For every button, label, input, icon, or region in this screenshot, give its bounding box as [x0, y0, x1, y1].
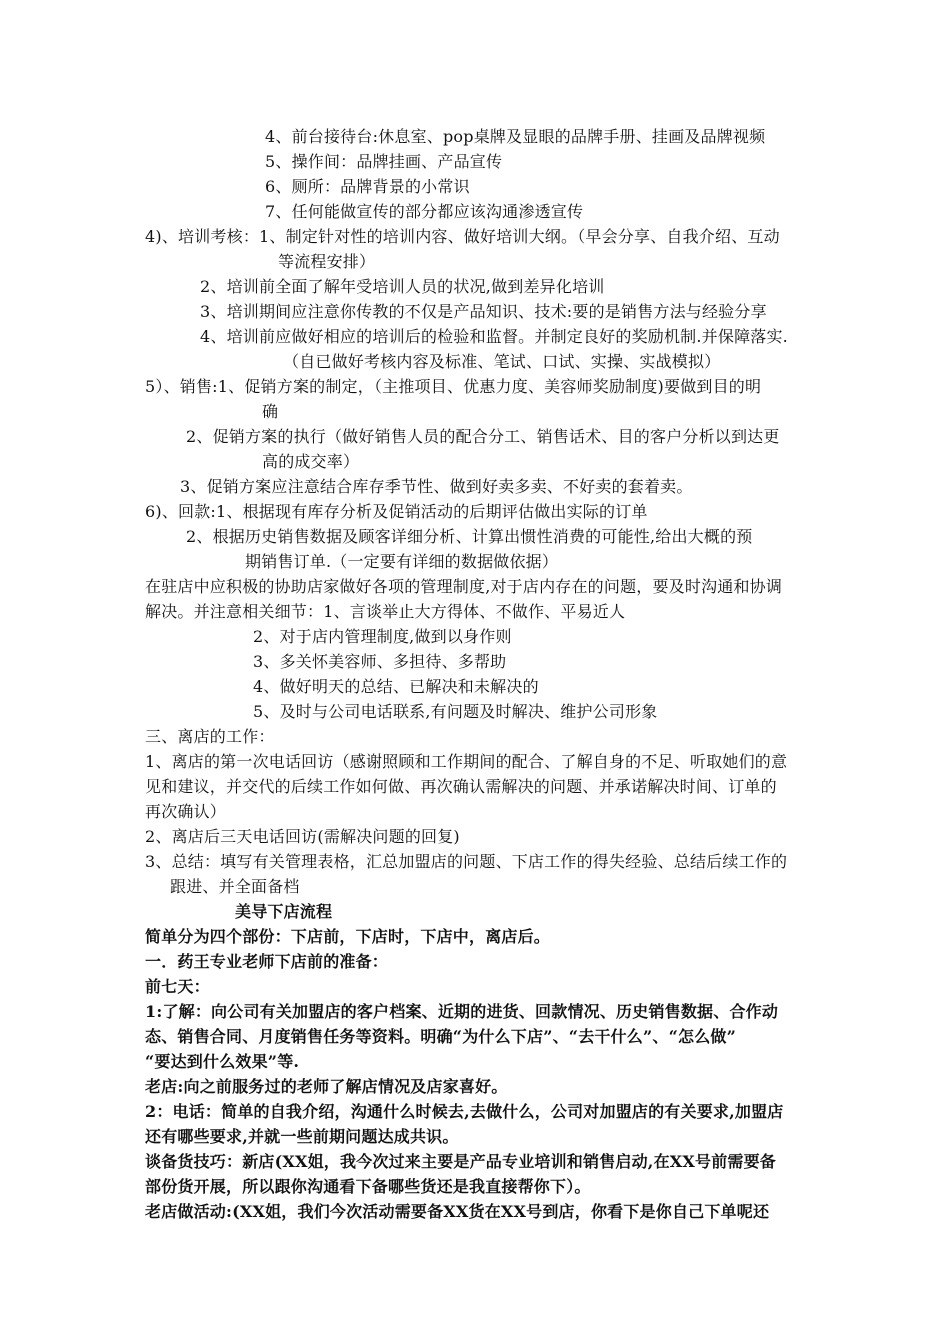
text-line: 解决。并注意相关细节：1、言谈举止大方得体、不做作、平易近人	[145, 602, 626, 621]
text-line: 3、多关怀美容师、多担待、多帮助	[253, 652, 507, 671]
text-line: 4、前台接待台:休息室、pop桌牌及显眼的品牌手册、挂画及品牌视频	[265, 127, 766, 146]
text-line: 前七天：	[145, 977, 210, 996]
text-line: “要达到什么效果”等.	[145, 1052, 300, 1071]
text-line: 态、销售合同、月度销售任务等资料。明确“为什么下店”、“去干什么”、“怎么做”	[145, 1027, 737, 1046]
text-line: 6、厕所：品牌背景的小常识	[265, 177, 470, 196]
text-line: 5、及时与公司电话联系,有问题及时解决、维护公司形象	[253, 702, 658, 721]
text-line: 老店做活动:(XX姐，我们今次活动需要备XX货在XX号到店，你看下是你自己下单呢还	[145, 1202, 770, 1221]
text-line: 6)、回款:1、根据现有库存分析及促销活动的后期评估做出实际的订单	[145, 502, 648, 521]
text-line: 3、促销方案应注意结合库存季节性、做到好卖多卖、不好卖的套着卖。	[180, 477, 693, 496]
text-line: 等流程安排）	[278, 252, 376, 271]
text-line: 简单分为四个部份：下店前，下店时，下店中，离店后。	[145, 927, 551, 946]
text-line: 5、操作间：品牌挂画、产品宣传	[265, 152, 503, 171]
text-line: 5）、销售:1、促销方案的制定，（主推项目、优惠力度、美容师奖励制度)要做到目的明	[145, 377, 762, 396]
text-line: 4、做好明天的总结、已解决和未解决的	[253, 677, 539, 696]
text-line: 3、总结：填写有关管理表格，汇总加盟店的问题、下店工作的得失经验、总结后续工作的	[145, 852, 788, 871]
text-line: 2、培训前全面了解年受培训人员的状况,做到差异化培训	[200, 277, 605, 296]
text-line: 在驻店中应积极的协助店家做好各项的管理制度,对于店内存在的问题，要及时沟通和协调	[145, 577, 783, 596]
text-line: 7、任何能做宣传的部分都应该沟通渗透宣传	[265, 202, 584, 221]
section-heading: 一．药王专业老师下店前的准备：	[145, 952, 389, 971]
text-line: 3、培训期间应注意你传教的不仅是产品知识、技术:要的是销售方法与经验分享	[200, 302, 767, 321]
text-line: 还有哪些要求,并就一些前期问题达成共识。	[145, 1127, 459, 1146]
text-line: 2：电话：简单的自我介绍，沟通什么时候去,去做什么，公司对加盟店的有关要求,加盟店	[145, 1102, 784, 1121]
text-line: 4)、培训考核：1、制定针对性的培训内容、做好培训大纲。（早会分享、自我介绍、互动	[145, 227, 780, 246]
text-line: 2、根据历史销售数据及顾客详细分析、计算出惯性消费的可能性,给出大概的预	[186, 527, 753, 546]
section-heading: 三、离店的工作：	[145, 727, 275, 746]
text-line: 1:了解：向公司有关加盟店的客户档案、近期的进货、回款情况、历史销售数据、合作动	[145, 1002, 779, 1021]
text-line: 老店:向之前服务过的老师了解店情况及店家喜好。	[145, 1077, 508, 1096]
text-line: 2、离店后三天电话回访(需解决问题的回复)	[145, 827, 460, 846]
text-line: 2、促销方案的执行（做好销售人员的配合分工、销售话术、目的客户分析以到达更	[186, 427, 780, 446]
text-line: 2、对于店内管理制度,做到以身作则	[253, 627, 512, 646]
document-title: 美导下店流程	[235, 902, 333, 921]
text-line: 期销售订单.（一定要有详细的数据做依据）	[245, 552, 559, 571]
text-line: 高的成交率）	[262, 452, 360, 471]
text-line: 谈备货技巧：新店(XX姐，我今次过来主要是产品专业培训和销售启动,在XX号前需要备	[145, 1152, 776, 1171]
text-line: 4、培训前应做好相应的培训后的检验和监督。并制定良好的奖励机制.并保障落实.	[200, 327, 788, 346]
text-line: 1、离店的第一次电话回访（感谢照顾和工作期间的配合、了解自身的不足、听取她们的意	[145, 752, 788, 771]
text-line: 再次确认）	[145, 802, 227, 821]
text-line: 跟进、并全面备档	[170, 877, 300, 896]
text-line: （自已做好考核内容及标准、笔试、口试、实操、实战模拟）	[283, 352, 721, 371]
text-line: 部份货开展，所以跟你沟通看下备哪些货还是我直接帮你下）。	[145, 1177, 591, 1196]
text-line: 见和建议，并交代的后续工作如何做、再次确认需解决的问题、并承诺解决时间、订单的	[145, 777, 777, 796]
text-line: 确	[262, 402, 279, 421]
